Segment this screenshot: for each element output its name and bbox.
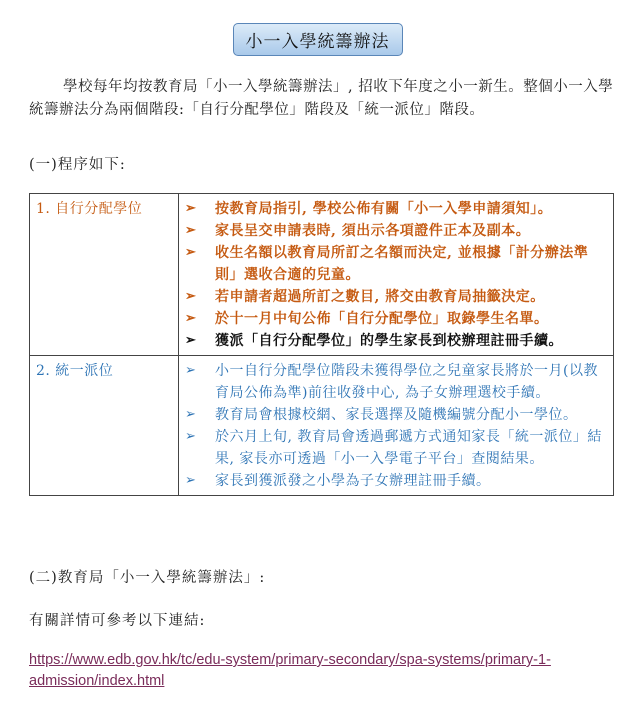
intro-paragraph [29, 76, 614, 122]
arrow-bullet-icon: ➢ [185, 429, 197, 444]
list-item: ➢ 家長到獲派發之小學為子女辦理註冊手續。 [185, 470, 609, 492]
page-title: 小一入學統籌辦法 [233, 23, 403, 56]
arrow-bullet-icon: ➢ [185, 333, 197, 348]
arrow-bullet-icon: ➢ [185, 363, 197, 378]
list-item: ➢ 於十一月中旬公佈「自行分配學位」取錄學生名單。 [185, 308, 609, 330]
reference-text: 有關詳情可參考以下連結: [29, 613, 206, 629]
arrow-bullet-icon: ➢ [185, 407, 197, 422]
arrow-bullet-icon: ➢ [185, 289, 197, 304]
list-item: ➢ 按教育局指引, 學校公佈有關「小一入學申請須知」。 [185, 198, 609, 220]
section1-heading: (一)程序如下: [29, 157, 126, 173]
list-item: ➢ 若申請者超過所訂之數目, 將交由教育局抽籤決定。 [185, 286, 609, 308]
list-item: ➢ 於六月上旬, 教育局會透過郵遞方式通知家長「統一派位」結果, 家長亦可透過「小一入學電子平台」查閱結果。 [185, 426, 609, 470]
section2-heading: (二)教育局「小一入學統籌辦法」: [29, 570, 266, 586]
table-row [30, 356, 614, 496]
item-list [185, 360, 609, 492]
intro-text: 學校每年均按教育局「小一入學統籌辦法」, 招收下年度之小一新生。整個小一入學統籌辦法分為兩個階段:「自行分配學位」階段及「統一派位」階段。 [29, 79, 614, 118]
list-item: ➢ 收生名額以教育局所訂之名額而決定, 並根據「計分辦法準則」選收合適的兒童。 [185, 242, 609, 286]
list-item: ➢ 小一自行分配學位階段未獲得學位之兒童家長將於一月(以教育局公佈為準)前往收發中心, 為子女辦理選校手續。 [185, 360, 609, 404]
item-list [185, 198, 609, 352]
list-item: ➢ 教育局會根據校網、家長選擇及隨機編號分配小一學位。 [185, 404, 609, 426]
title-container [0, 23, 635, 56]
list-item: ➢ 家長呈交申請表時, 須出示各項證件正本及副本。 [185, 220, 609, 242]
arrow-bullet-icon: ➢ [185, 201, 197, 216]
arrow-bullet-icon: ➢ [185, 473, 197, 488]
arrow-bullet-icon: ➢ [185, 223, 197, 238]
procedure-table [29, 193, 614, 496]
row-content [179, 356, 614, 496]
arrow-bullet-icon: ➢ [185, 311, 197, 326]
table-row [30, 194, 614, 356]
arrow-bullet-icon: ➢ [185, 245, 197, 260]
row-label: 2. 統一派位 [30, 356, 179, 496]
edb-admission-link[interactable]: https://www.edb.gov.hk/tc/edu-system/primary-secondary/spa-systems/primary-1-admission/index.html [29, 652, 551, 689]
row-label: 1. 自行分配學位 [30, 194, 179, 356]
row-content [179, 194, 614, 356]
list-item: ➢ 獲派「自行分配學位」的學生家長到校辦理註冊手續。 [185, 330, 609, 352]
